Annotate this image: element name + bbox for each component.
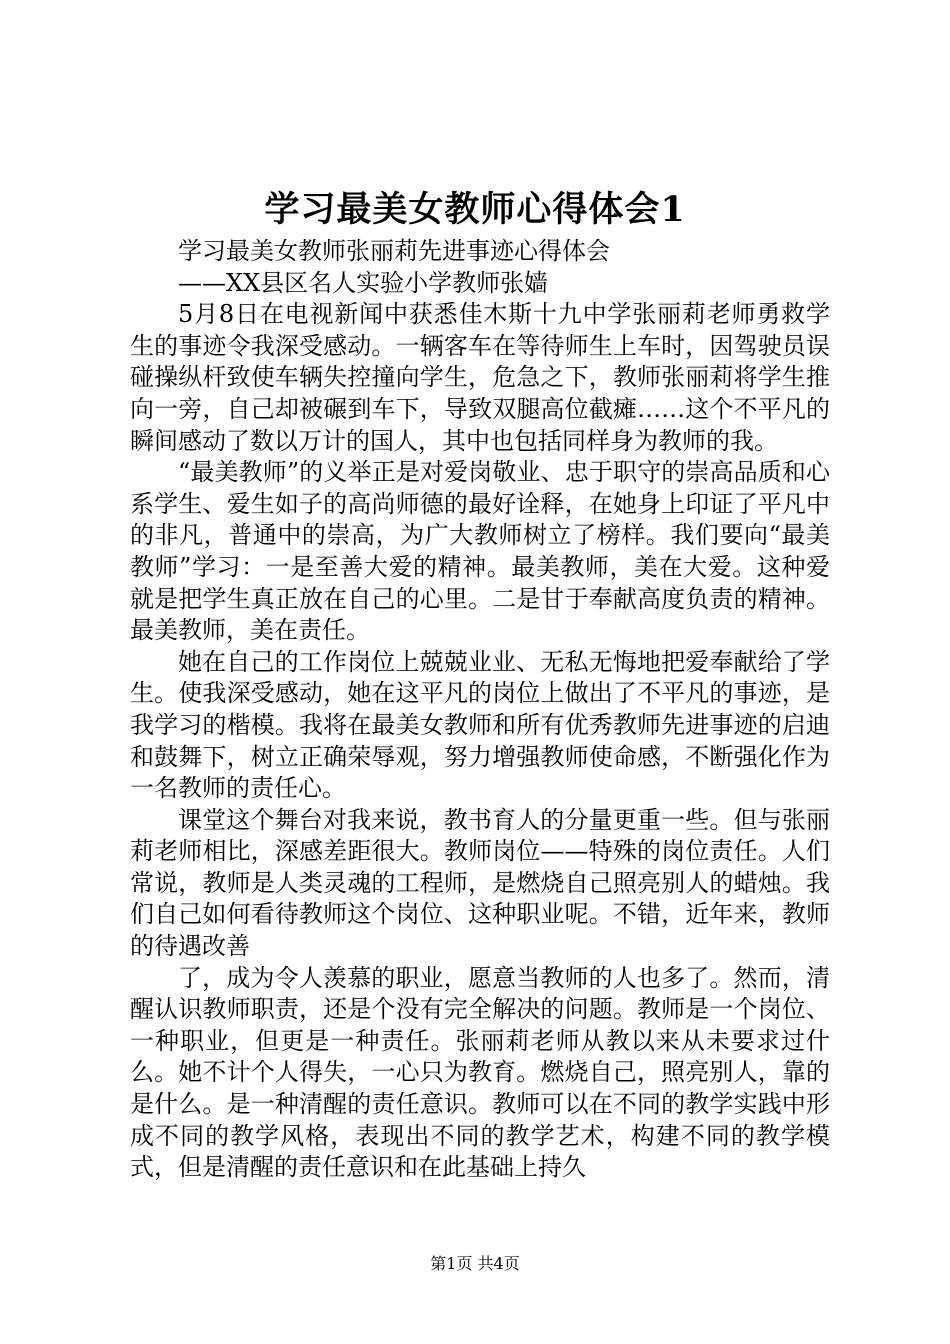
paragraph-1: 5月8日在电视新闻中获悉佳木斯十九中学张丽莉老师勇救学生的事迹令我深受感动。一辆客车在等待师生上车时，因驾驶员误碰操纵杆致使车辆失控撞向学生，危急之下，教师张丽莉将学生推向一旁，自己却被碾到车下，导致双腿高位截瘫……这个不平凡的瞬间感动了数以万计的国人，其中也包括同样身为教师的我。 — [130, 300, 830, 455]
document-subtitle: 学习最美女教师张丽莉先进事迹心得体会 — [178, 237, 610, 265]
document-body — [130, 236, 830, 1184]
paragraph-4: 课堂这个舞台对我来说，教书育人的分量更重一些。但与张丽莉老师相比，深感差距很大。教师岗位——特殊的岗位责任。人们常说，教师是人类灵魂的工程师，是燃烧自己照亮别人的蜡烛。我们自己如何看待教师这个岗位、这种职业呢。不错，近年来，教师的待遇改善 — [130, 805, 830, 961]
document-title: 学习最美女教师心得体会1 — [264, 189, 686, 230]
page-footer: 第1页 共4页 — [430, 1254, 520, 1273]
document-author: ——XX县区名人实验小学教师张嫱 — [178, 268, 549, 297]
paragraph-5: 了，成为令人羡慕的职业，愿意当教师的人也多了。然而，清醒认识教师职责，还是个没有完全解决的问题。教师是一个岗位、一种职业，但更是一种责任。张丽莉老师从教以来从未要求过什么。她不计个人得失，一心只为教育。燃烧自己，照亮别人，靠的是什么。是一种清醒的责任意识。教师可以在不同的教学实践中形成不同的教学风格，表现出不同的教学艺术，构建不同的教学模式，但是清醒的责任意识和在此基础上持久 — [130, 963, 830, 1182]
paragraph-2: “最美教师”的义举正是对爱岗敬业、忠于职守的崇高品质和心系学生、爱生如子的高尚师德的最好诠释，在她身上印证了平凡中的非凡，普通中的崇高，为广大教师树立了榜样。我们要向“最美教师”学习：一是至善大爱的精神。最美教师，美在大爱。这种爱就是把学生真正放在自己的心里。二是甘于奉献高度负责的精神。最美教师，美在责任。 — [130, 458, 830, 645]
paragraph-3: 她在自己的工作岗位上兢兢业业、无私无悔地把爱奉献给了学生。使我深受感动，她在这平凡的岗位上做出了不平凡的事迹，是我学习的楷模。我将在最美女教师和所有优秀教师先进事迹的启迪和鼓舞下，树立正确荣辱观，努力增强教师使命感，不断强化作为一名教师的责任心。 — [130, 647, 830, 803]
